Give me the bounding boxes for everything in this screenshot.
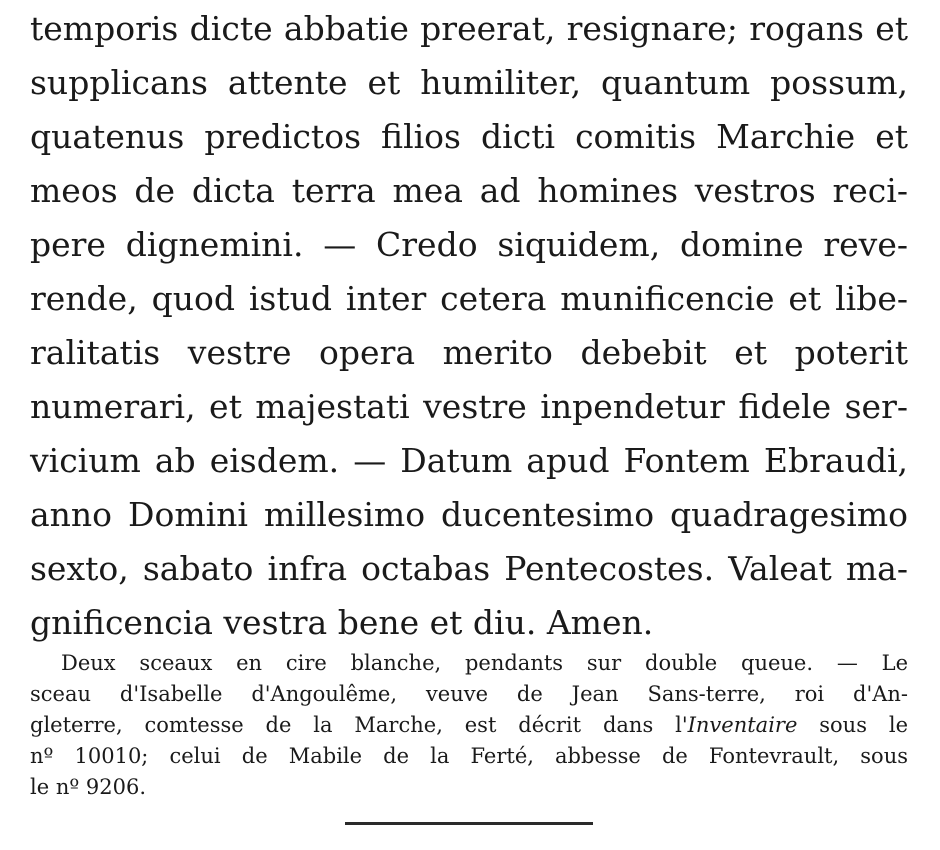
seal-note-line <box>30 710 908 740</box>
body-text-line: ralitatis vestre opera merito debebit et poterit <box>30 333 908 372</box>
section-divider <box>345 822 593 825</box>
body-text-line: supplicans attente et humiliter, quantum possum, <box>30 63 908 102</box>
body-text-line: temporis dicte abbatie preerat, resignare; rogans et <box>30 9 908 48</box>
body-text-line: pere dignemini. — Credo siquidem, domine reve- <box>30 225 908 264</box>
inventaire-italic: Inventaire <box>687 713 798 737</box>
body-text-line: gnificencia vestra bene et diu. Amen. <box>30 603 654 642</box>
seal-note-line: le nº 9206. <box>30 775 147 799</box>
seal-note-line: sceau d'Isabelle d'Angoulême, veuve de Jean Sans-terre, roi d'An- <box>30 682 908 706</box>
body-text-line: vicium ab eisdem. — Datum apud Fontem Ebraudi, <box>30 441 908 480</box>
body-text-line: sexto, sabato infra octabas Pentecostes. Valeat ma- <box>30 549 908 588</box>
body-text-line: anno Domini millesimo ducentesimo quadragesimo <box>30 495 908 534</box>
note-text: gleterre, comtesse de la Marche, est décrit dans l' <box>30 713 688 737</box>
seal-note-line: Deux sceaux en cire blanche, pendants sur double queue. — Le <box>61 651 908 675</box>
body-text-line: quatenus predictos filios dicti comitis Marchie et <box>30 117 908 156</box>
body-text-line: rende, quod istud inter cetera munificencie et libe- <box>30 279 908 318</box>
note-text: sous le <box>797 713 909 737</box>
seal-note-line: nº 10010; celui de Mabile de la Ferté, abbesse de Fontevrault, sous <box>30 744 908 768</box>
body-text-line: numerari, et majestati vestre inpendetur fidele ser- <box>30 387 908 426</box>
body-text-line: meos de dicta terra mea ad homines vestros reci- <box>30 171 908 210</box>
